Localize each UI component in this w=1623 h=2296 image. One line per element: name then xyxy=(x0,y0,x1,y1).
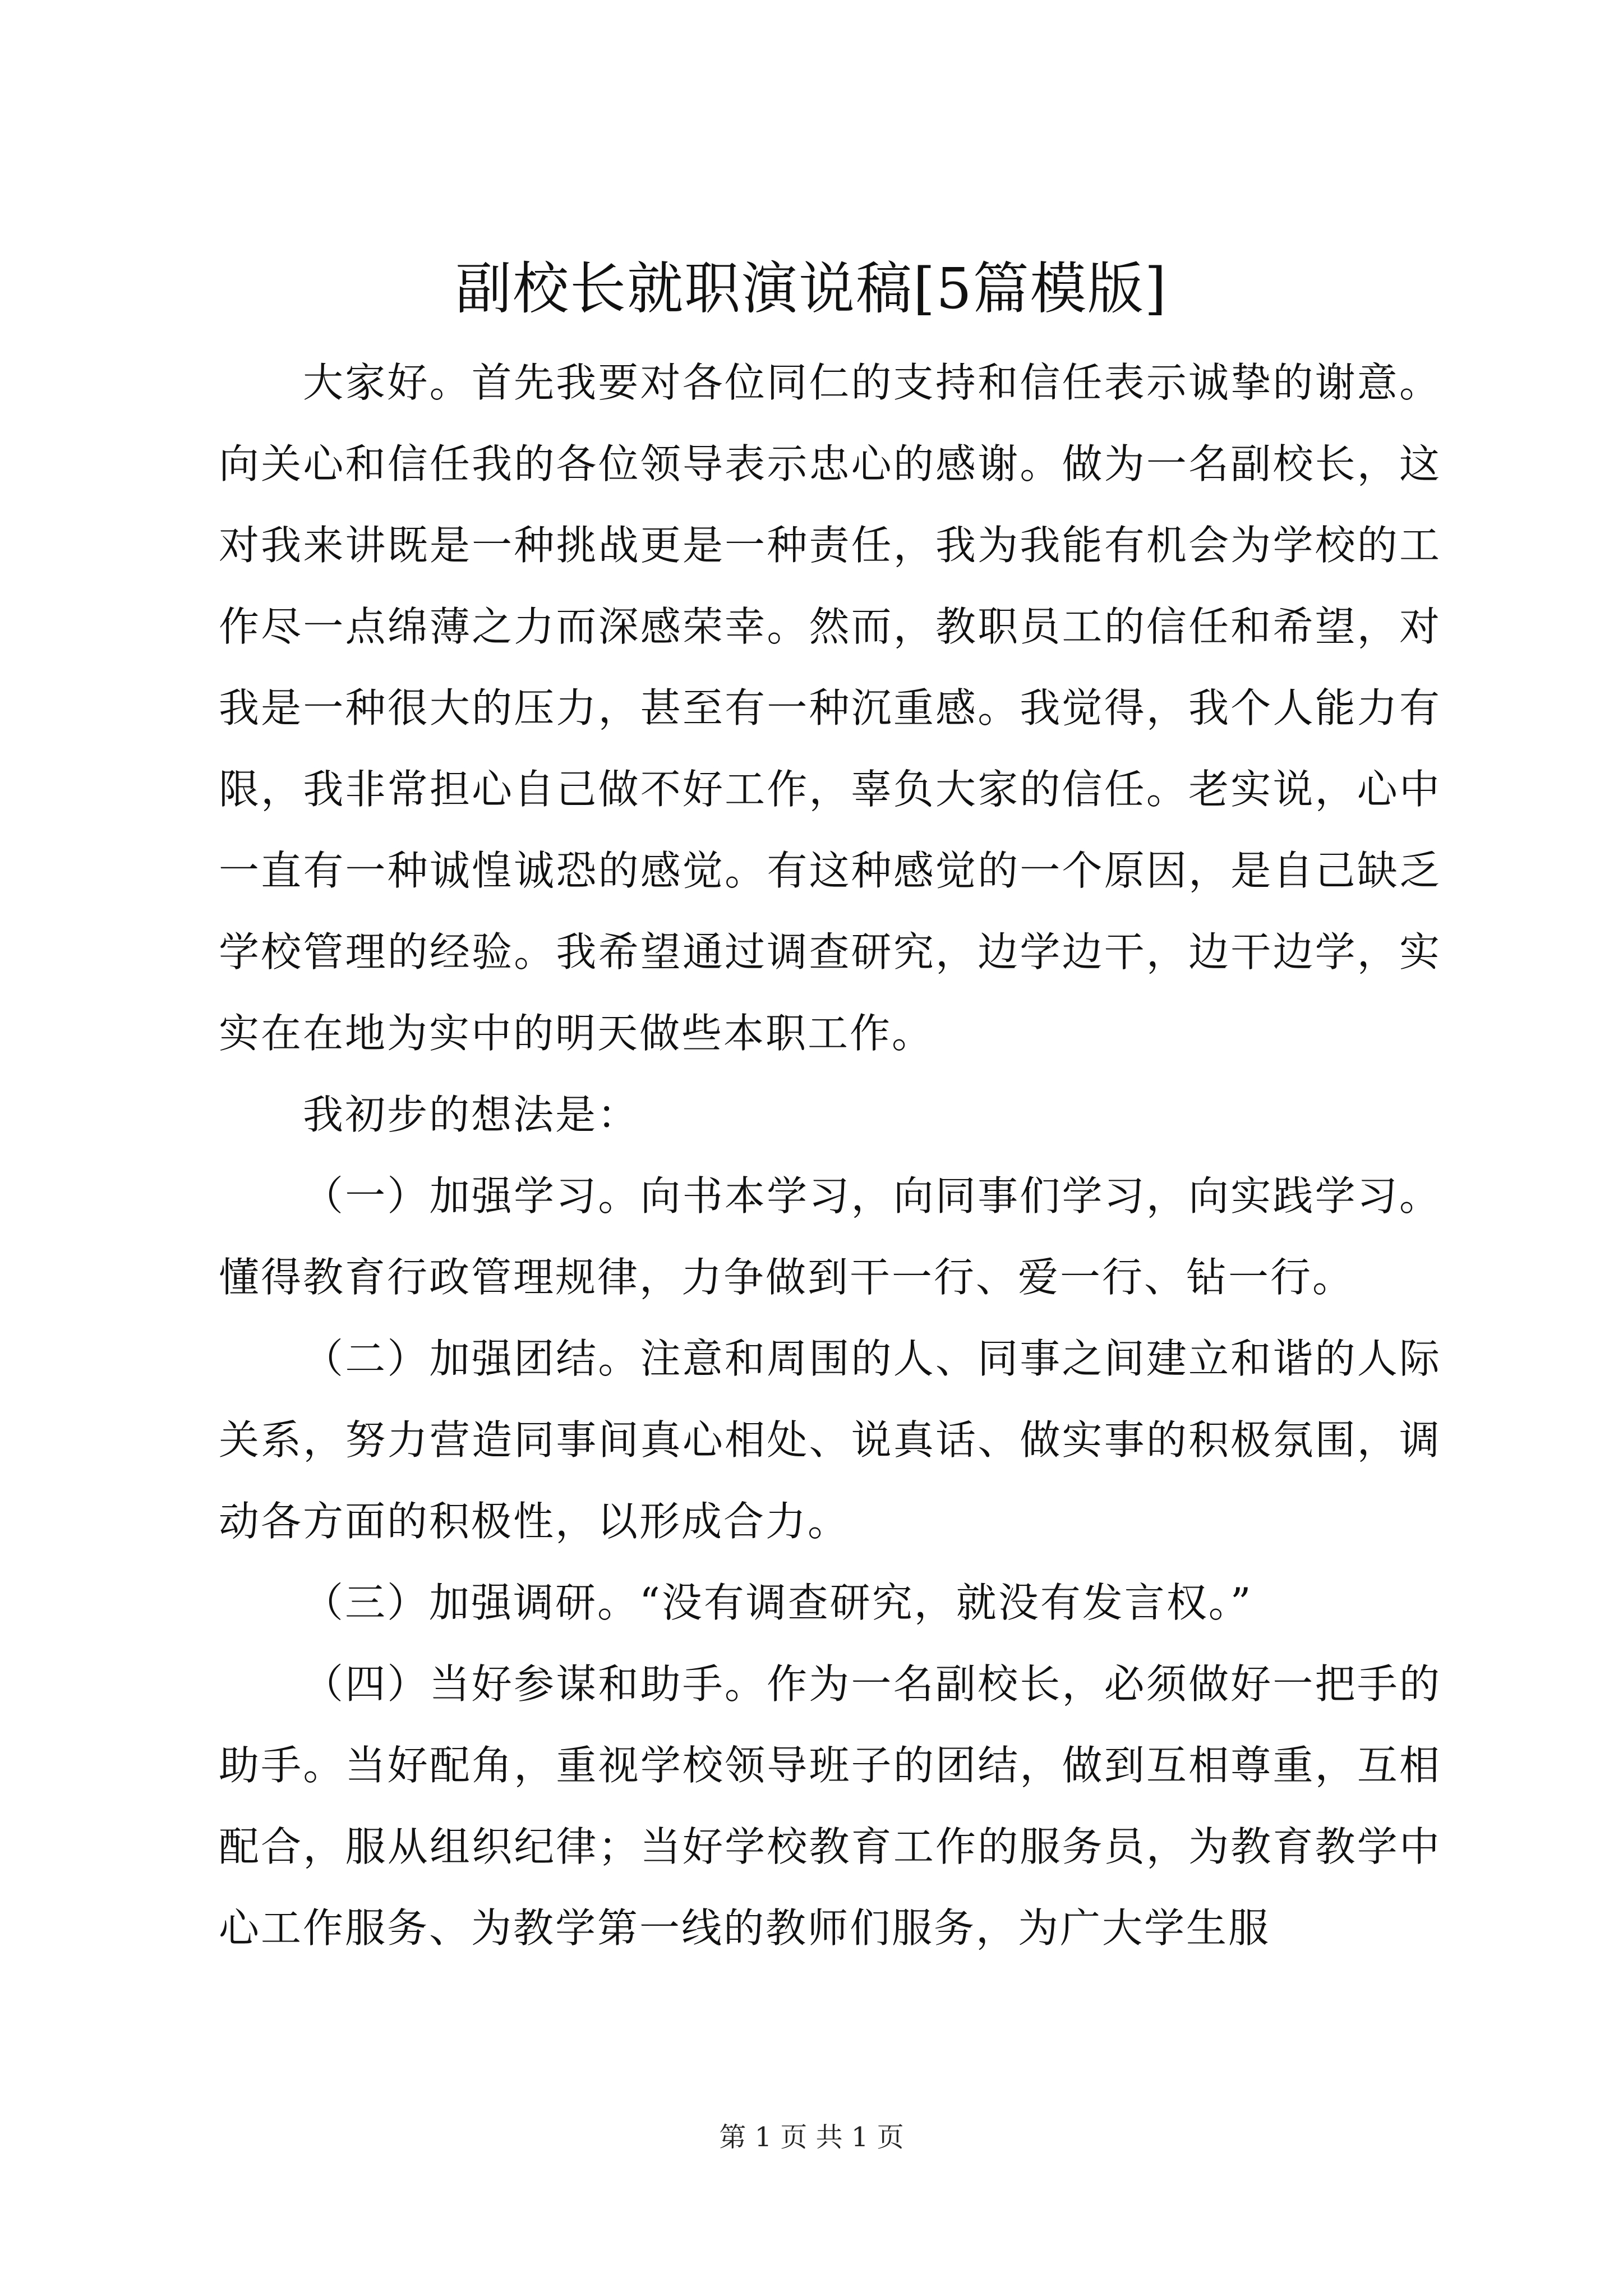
page-footer: 第 1 页 共 1 页 xyxy=(719,2122,904,2153)
paragraph-point-3: （三）加强调研。“没有调查研究，就没有发言权。” xyxy=(303,1579,1253,1626)
paragraph-point-1: （一）加强学习。向书本学习，向同事们学习，向实践学习。懂得教育行政管理规律，力争做到干一行、爱一行、钻一行。 xyxy=(219,1172,1441,1301)
paragraph-point-2: （二）加强团结。注意和周围的人、同事之间建立和谐的人际关系，努力营造同事间真心相处、说真话、做实事的积极氛围，调动各方面的积极性，以形成合力。 xyxy=(219,1335,1441,1545)
document-title: 副校长就职演说稿[5篇模版] xyxy=(455,256,1168,321)
document-body xyxy=(219,342,1441,1969)
paragraph-point-4: （四）当好参谋和助手。作为一名副校长，必须做好一把手的助手。当好配角，重视学校领导班子的团结，做到互相尊重，互相配合，服从组织纪律；当好学校教育工作的服务员，为教育教学中心工作服务、为教学第一线的教师们服务，为广大学生服 xyxy=(219,1660,1441,1952)
paragraph-intro-ideas: 我初步的想法是： xyxy=(303,1091,640,1138)
paragraph-opening: 大家好。首先我要对各位同仁的支持和信任表示诚挚的谢意。向关心和信任我的各位领导表示忠心的感谢。做为一名副校长，这对我来讲既是一种挑战更是一种责任，我为我能有机会为学校的工作尽一点绵薄之力而深感荣幸。然而，教职员工的信任和希望，对我是一种很大的压力，甚至有一种沉重感。我觉得，我个人能力有限，我非常担心自己做不好工作，辜负大家的信任。老实说，心中一直有一种诚惶诚恐的感觉。有这种感觉的一个原因，是自己缺乏学校管理的经验。我希望通过调查研究，边学边干，边干边学，实实在在地为实中的明天做些本职工作。 xyxy=(219,359,1441,1057)
